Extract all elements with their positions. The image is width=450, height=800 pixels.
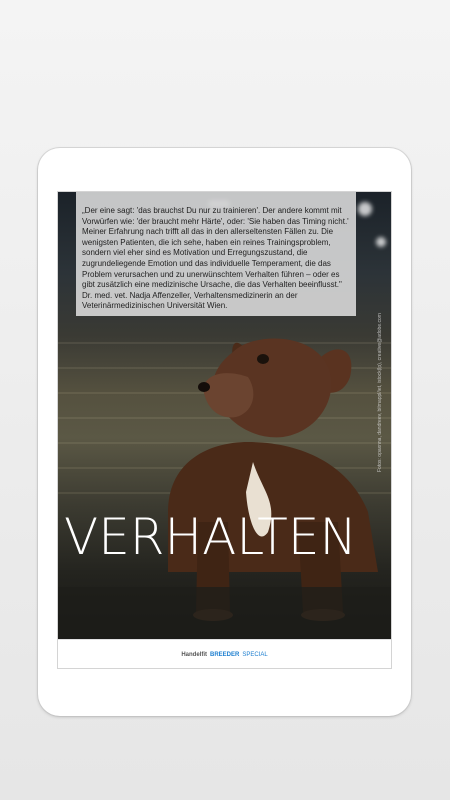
magazine-page[interactable] [58, 192, 391, 668]
photo-credit: Fotos: opaxnna, dandreev, bitmappl/iet, istock(lp), creative@adobe.com [377, 313, 383, 472]
section-headline: VERHALTEN [64, 508, 357, 566]
brand-handelfit: Handelfit [181, 651, 207, 658]
brand-breeder: BREEDER [209, 651, 240, 658]
quote-box [76, 192, 356, 316]
expert-quote: „Der eine sagt: 'das brauchst Du nur zu trainieren'. Der andere kommt mit Vorwürfen wie: 'der braucht mehr Härte', oder: 'Sie haben das Timing nicht.' Meiner Erfahrung nach trifft all das in den allerseltensten Fällen zu. Die wenigsten Patienten, die ich sehe, haben ein reines Trainingsproblem, sondern viel eher sind es Motivation und Erregungszustand, die zugrundeliegende Emotion und das individuelle Temperament, die das Problem verursachen und zu unerwünschtem Verhalten führen – oder es gibt zusätzlich eine medizinische Ursache, die das Verhalten beeinflusst." Dr. med. vet. Nadja Affenzeller, Verhaltensmedizinerin an der Veterinärmedizinischen Universität Wien. [82, 206, 349, 311]
magazine-footer [58, 639, 391, 668]
brand-special: SPECIAL [242, 651, 268, 658]
dog-photo [58, 192, 391, 639]
